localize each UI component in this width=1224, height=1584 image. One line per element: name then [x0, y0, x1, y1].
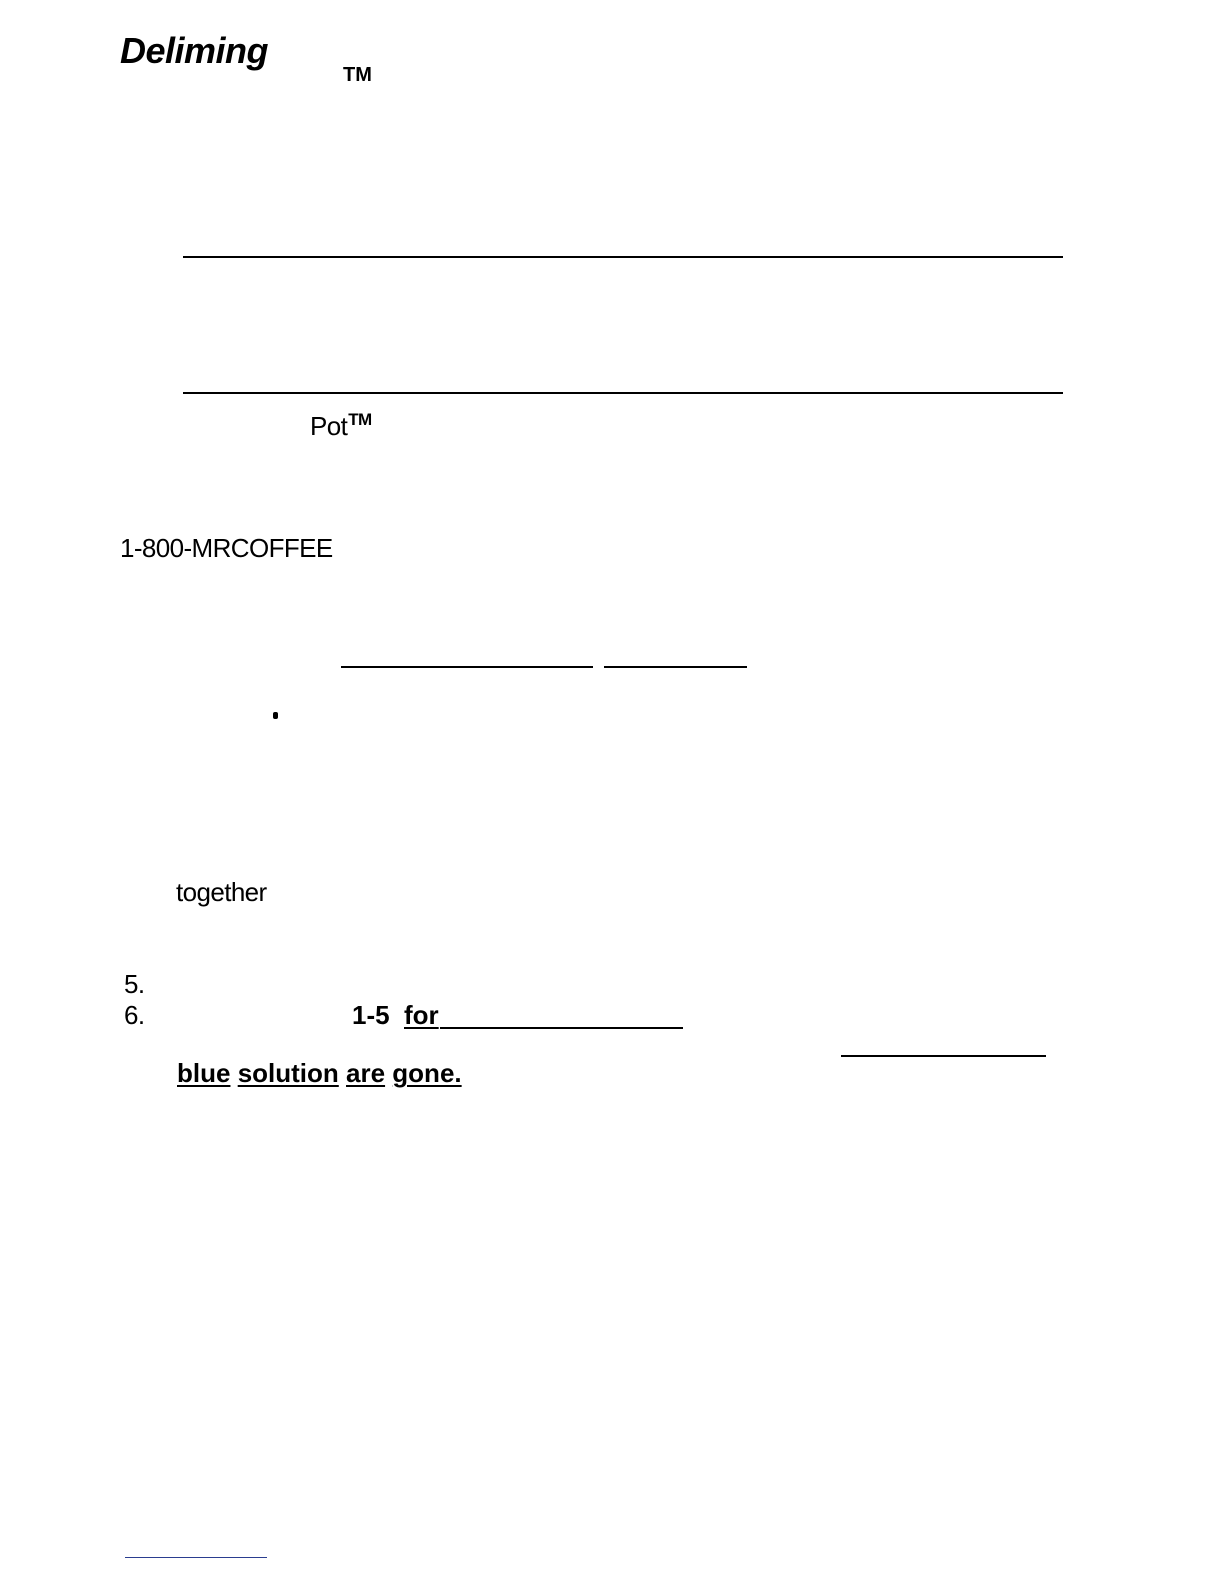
- box-top-rule: [183, 256, 1063, 258]
- pot-trademark: TM: [348, 410, 372, 429]
- underline-segment: [341, 666, 593, 668]
- heading-trademark: TM: [343, 64, 372, 86]
- phone-number: 1-800-MRCOFFEE: [120, 533, 333, 563]
- bullet-mark: [273, 712, 278, 719]
- word-blue: blue: [177, 1058, 231, 1088]
- step-4-fragment: together: [176, 877, 267, 907]
- pot-trademark-text: [310, 410, 372, 442]
- step-6-number: 6.: [124, 1000, 145, 1030]
- word-solution: solution: [237, 1058, 339, 1088]
- underline-segment: [604, 666, 747, 668]
- box-bottom-rule: [183, 392, 1063, 394]
- step-6-underline-right: [841, 1055, 1046, 1057]
- step-6-underline: [440, 1027, 683, 1029]
- word-gone: gone.: [392, 1058, 462, 1088]
- step-6-continuation: [177, 1058, 462, 1089]
- footer-rule: [125, 1557, 267, 1558]
- page-title: Deliming: [120, 30, 269, 71]
- step-5-number: 5.: [124, 969, 145, 999]
- pot-word: Pot: [310, 411, 348, 441]
- word-are: are: [346, 1058, 386, 1088]
- step-6-for: for: [404, 1000, 439, 1030]
- step-6-range: 1-5: [352, 1000, 390, 1030]
